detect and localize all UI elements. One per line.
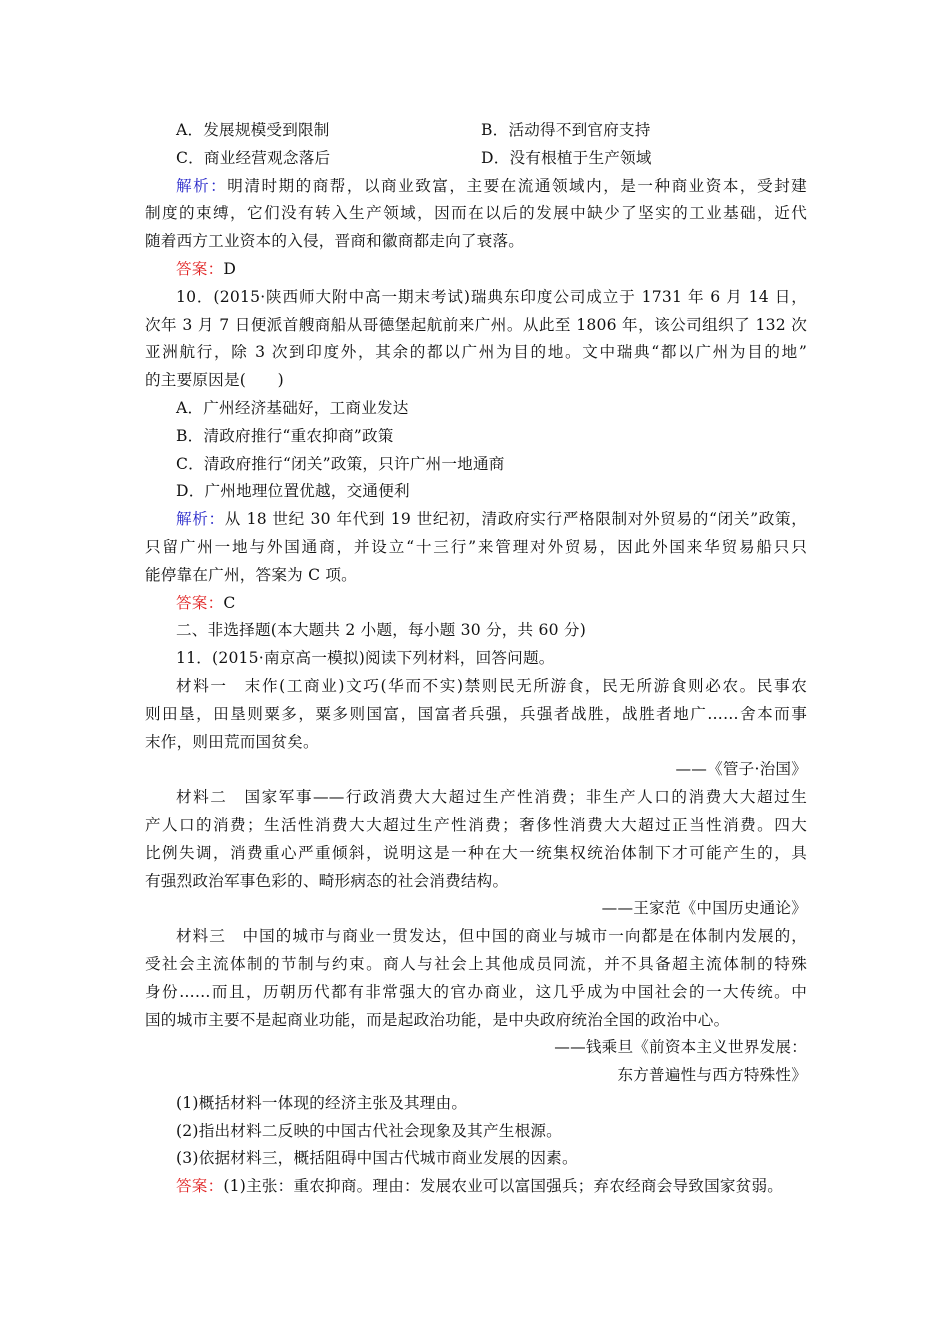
q11-answer-text: (1)主张：重农抑商。理由：发展农业可以富国强兵；弃农经商会导致国家贫弱。 (223, 1177, 784, 1196)
material3-line-3: 身份……而且，历朝历代都有非常强大的官办商业，这几乎成为中国社会的一大传统。中 (145, 982, 807, 1001)
q9-option-b: B．活动得不到官府支持 (481, 121, 651, 139)
q9-option-d: D．没有根植于生产领域 (481, 148, 652, 167)
material2-line-4: 有强烈政治军事色彩的、畸形病态的社会消费结构。 (145, 871, 509, 890)
analysis-label: 解析： (176, 510, 225, 529)
section-2-heading: 二、非选择题(本大题共 2 小题，每小题 30 分，共 60 分) (176, 621, 586, 640)
material3-source-line-1: ——钱乘旦《前资本主义世界发展： (554, 1038, 807, 1057)
q9-analysis-line-3: 随着西方工业资本的入侵，晋商和徽商都走向了衰落。 (145, 232, 525, 251)
q10-answer (145, 590, 807, 618)
q11-question-2: (2)指出材料二反映的中国古代社会现象及其产生根源。 (176, 1121, 562, 1140)
material1-line-1: 材料一 末作(工商业)文巧(华而不实)禁则民无所游食，民无所游食则必农。民事农 (176, 676, 807, 695)
q10-stem-line-4: 的主要原因是( ) (145, 371, 284, 390)
material1-source: ——《管子·治国》 (675, 760, 807, 779)
q9-options-row-2 (145, 145, 807, 173)
analysis-label: 解析： (176, 176, 228, 195)
answer-label: 答案： (176, 259, 224, 278)
q11-question-1: (1)概括材料一体现的经济主张及其理由。 (176, 1093, 468, 1112)
q10-analysis-text: 从 18 世纪 30 年代到 19 世纪初，清政府实行严格限制对外贸易的“闭关”政策， (224, 510, 807, 529)
material3-source-line-2: 东方普遍性与西方特殊性》 (617, 1066, 807, 1085)
q10-option-a: A．广州经济基础好，工商业发达 (176, 398, 409, 417)
material2-line-1: 材料二 国家军事——行政消费大大超过生产性消费；非生产人口的消费大大超过生 (176, 788, 807, 807)
q10-analysis-line-1 (145, 506, 807, 534)
document-page (145, 117, 807, 1201)
q9-analysis-line-1 (145, 173, 807, 201)
material3-line-2: 受社会主流体制的节制与约束。商人与社会上其他成员同流，并不具备超主流体制的特殊 (145, 954, 807, 973)
q11-question-3: (3)依据材料三，概括阻碍中国古代城市商业发展的因素。 (176, 1149, 578, 1168)
material2-source: ——王家范《中国历史通论》 (601, 899, 807, 918)
q9-analysis-text: 明清时期的商帮，以商业致富，主要在流通领域内，是一种商业资本，受封建 (227, 176, 807, 195)
q11-answer (145, 1173, 807, 1201)
q9-answer (145, 256, 807, 284)
q10-stem-line-1: 10．(2015·陕西师大附中高一期末考试)瑞典东印度公司成立于 1731 年 6 月 14 日， (176, 287, 807, 306)
q10-option-b: B．清政府推行“重农抑商”政策 (176, 426, 394, 445)
q9-options-row-1 (145, 117, 807, 145)
material1-line-2: 则田垦，田垦则粟多，粟多则国富，国富者兵强，兵强者战胜，战胜者地广……舍本而事 (145, 704, 807, 723)
q9-option-a: A．发展规模受到限制 (176, 121, 330, 139)
material3-line-1: 材料三 中国的城市与商业一贯发达，但中国的商业与城市一向都是在体制内发展的， (176, 927, 807, 946)
q10-option-d: D．广州地理位置优越，交通便利 (176, 482, 410, 501)
q10-option-c: C．清政府推行“闭关”政策，只许广州一地通商 (176, 454, 505, 473)
q9-option-c: C．商业经营观念落后 (176, 148, 331, 167)
q11-stem: 11．(2015·南京高一模拟)阅读下列材料，回答问题。 (176, 649, 555, 668)
q10-stem-line-2: 次年 3 月 7 日便派首艘商船从哥德堡起航前来广州。从此至 1806 年，该公司组织了 132 次 (145, 315, 807, 334)
q10-answer-value: C (223, 593, 236, 612)
q10-analysis-line-2: 只留广州一地与外国通商，并设立“十三行”来管理对外贸易，因此外国来华贸易船只只 (145, 537, 807, 556)
q10-analysis-line-3: 能停靠在广州，答案为 C 项。 (145, 565, 357, 584)
material1-line-3: 末作，则田荒而国贫矣。 (145, 732, 319, 751)
answer-label: 答案： (176, 1177, 224, 1196)
material2-line-3: 比例失调，消费重心严重倾斜，说明这是一种在大一统集权统治体制下才可能产生的，具 (145, 843, 807, 862)
q9-answer-value: D (223, 259, 237, 278)
material3-line-4: 国的城市主要不是起商业功能，而是起政治功能，是中央政府统治全国的政治中心。 (145, 1010, 730, 1029)
material2-line-2: 产人口的消费；生活性消费大大超过生产性消费；奢侈性消费大大超过正当性消费。四大 (145, 815, 807, 834)
answer-label: 答案： (176, 593, 224, 612)
q9-analysis-line-2: 制度的束缚，它们没有转入生产领域，因而在以后的发展中缺少了坚实的工业基础，近代 (145, 204, 807, 223)
q10-stem-line-3: 亚洲航行，除 3 次到印度外，其余的都以广州为目的地。文中瑞典“都以广州为目的地” (145, 343, 807, 362)
